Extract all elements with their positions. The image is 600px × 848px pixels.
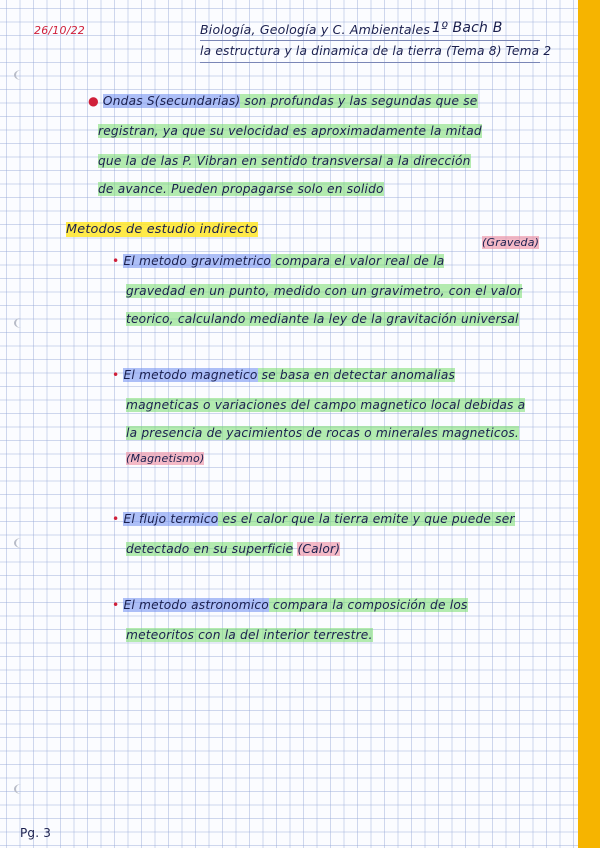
binder-hole [14,318,28,328]
magnetic-line-2: magneticas o variaciones del campo magnetico local debidas a [126,398,526,412]
waves-line-3: que la de las P. Vibran en sentido transversal a la dirección [98,154,471,168]
section-title: Metodos de estudio indirecto [66,222,258,237]
astronomic-text: compara la composición de los [268,598,468,612]
heat-line-1 [112,512,515,526]
topic-heading: la estructura y la dinamica de la tierra (Tema 8) Tema 2 [200,44,552,58]
astronomic-line-2: meteoritos con la del interior terrestre. [126,628,373,642]
bullet-icon: • [112,254,120,268]
magnetic-tag: (Magnetismo) [126,452,205,465]
header-rule [200,62,540,63]
gravimetric-line-3: teorico, calculando mediante la ley de la gravitación universal [126,312,519,326]
page-number: Pg. 3 [20,826,52,840]
bullet-icon: • [112,512,120,526]
margin-strip [578,0,600,848]
magnetic-line-3: la presencia de yacimientos de rocas o minerales magneticos. [126,426,520,440]
gravimetric-line-1 [112,254,444,268]
date: 26/10/22 [34,24,86,37]
gravimetric-line-2: gravedad en un punto, medido con un gravimetro, con el valor [126,284,523,298]
gravimetric-text: compara el valor real de la [271,254,445,268]
magnetic-line-1 [112,368,455,382]
magnetic-term: El metodo magnetico [123,368,258,382]
course-heading: 1º Bach B [432,20,503,36]
binder-hole [14,70,28,80]
gravimetric-term: El metodo gravimetrico [123,254,272,268]
heat-tag: (Calor) [297,542,341,556]
bullet-icon: ● [88,94,99,108]
header-rule [200,40,540,41]
bullet-icon: • [112,368,120,382]
waves-line-1 [88,94,478,108]
astronomic-line-1 [112,598,468,612]
bullet-icon: • [112,598,120,612]
heat-line-2 [126,542,340,556]
waves-term: Ondas S(secundarias) [102,94,241,108]
binder-hole [14,784,28,794]
subject-heading: Biología, Geología y C. Ambientales [200,22,431,37]
waves-text: son profundas y las segundas que se [240,94,478,108]
magnetic-text: se basa en detectar anomalias [257,368,456,382]
waves-line-4: de avance. Pueden propagarse solo en solido [98,182,384,196]
waves-line-2: registran, ya que su velocidad es aproximadamente la mitad [98,124,482,138]
heat-text: es el calor que la tierra emite y que puede ser [218,512,515,526]
heat-term: El flujo termico [123,512,219,526]
gravimetric-tag: (Graveda) [482,236,540,249]
heat-text-2: detectado en su superficie [126,542,294,556]
astronomic-term: El metodo astronomico [123,598,269,612]
binder-hole [14,538,28,548]
